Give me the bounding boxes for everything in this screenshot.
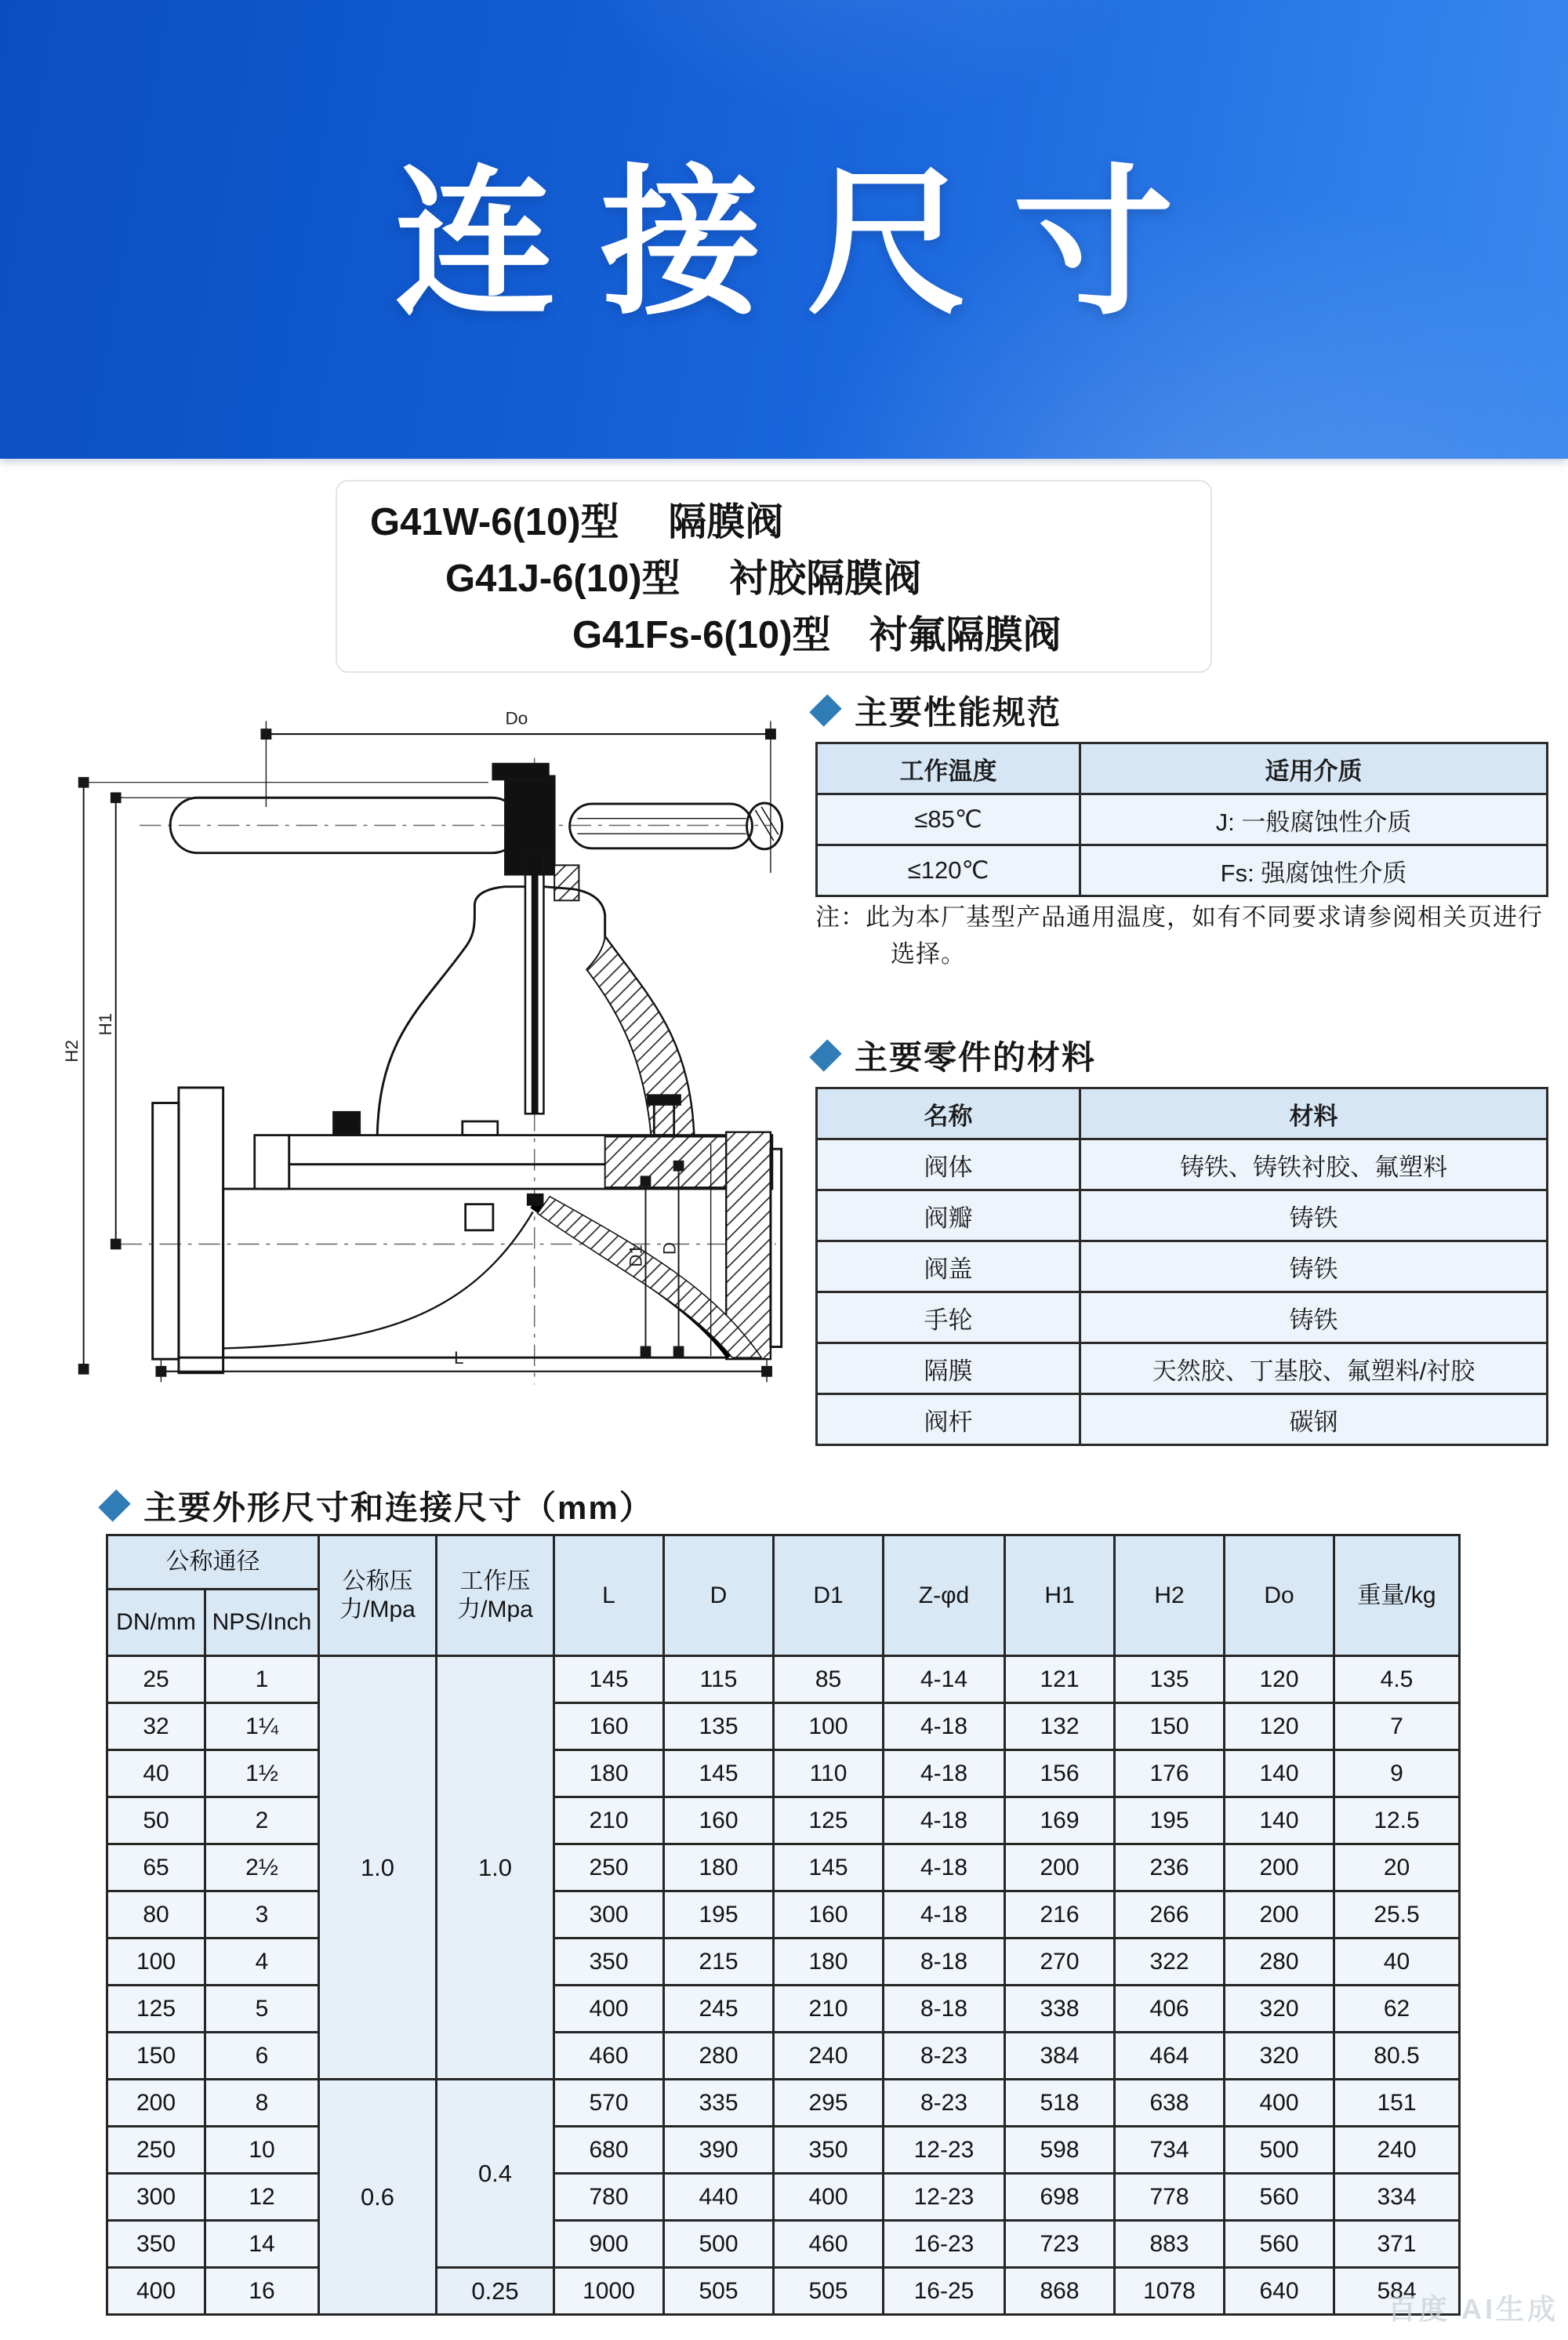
dimension-cell: 80: [107, 1891, 205, 1938]
dimension-cell: 210: [774, 1986, 884, 2033]
dimension-cell: 20: [1334, 1844, 1460, 1891]
dimension-header-cell: Do: [1225, 1535, 1334, 1656]
dimension-header-cell: L: [554, 1535, 664, 1656]
dimension-cell: 200: [1225, 1844, 1334, 1891]
dimension-cell: 14: [205, 2221, 319, 2268]
dimension-row: [107, 2127, 1460, 2174]
dimension-header-cell: Z-φd: [884, 1535, 1005, 1656]
page-title: 连接尺寸: [394, 154, 1219, 333]
dimension-cell: 9: [1334, 1750, 1460, 1797]
dimension-cell: 6: [205, 2033, 319, 2080]
performance-row: [817, 794, 1548, 845]
dimension-cell: 900: [554, 2221, 664, 2268]
dimension-cell: 180: [664, 1844, 774, 1891]
materials-header-cell: 名称: [817, 1088, 1080, 1139]
dimension-cell: 400: [774, 2174, 884, 2221]
dimension-cell: 160: [664, 1797, 774, 1844]
materials-row: [817, 1394, 1548, 1445]
dimension-cell: 334: [1334, 2174, 1460, 2221]
dimension-cell: 115: [664, 1656, 774, 1703]
valve-drawing: [36, 665, 803, 1402]
performance-header-cell: 适用介质: [1080, 743, 1548, 794]
dimension-cell: 2½: [205, 1844, 319, 1891]
dimension-cell: 390: [664, 2127, 774, 2174]
label-h1: H1: [95, 1012, 115, 1036]
dimension-header-cell: 公称通径: [107, 1535, 319, 1590]
materials-header-cell: 材料: [1080, 1088, 1548, 1139]
dimension-cell: 100: [107, 1938, 205, 1986]
dimension-cell: 180: [774, 1938, 884, 1986]
dimension-cell: 16: [205, 2268, 319, 2315]
model-line-2: G41J-6(10)型 衬胶隔膜阀: [445, 558, 922, 600]
dimension-cell: 245: [664, 1986, 774, 2033]
handwheel: [170, 764, 782, 874]
dimension-header-cell: D1: [774, 1535, 884, 1656]
dimension-cell: 150: [1115, 1703, 1225, 1750]
dimension-cell: 883: [1115, 2221, 1225, 2268]
dimension-cell: 518: [1005, 2080, 1115, 2127]
dimension-cell: 598: [1005, 2127, 1115, 2174]
dimension-cell: 560: [1225, 2221, 1334, 2268]
body-top-flange: [255, 1096, 772, 1230]
dimension-cell: 322: [1115, 1938, 1225, 1986]
dimension-cell: 65: [107, 1844, 205, 1891]
dimension-cell: 200: [1225, 1891, 1334, 1938]
dimension-cell: 40: [1334, 1938, 1460, 1986]
performance-table: [815, 742, 1548, 897]
dimension-cell: 132: [1005, 1703, 1115, 1750]
dimensions-heading: 主要外形尺寸和连接尺寸（mm）: [104, 1482, 654, 1529]
materials-row: [817, 1292, 1548, 1343]
dimension-cell: 460: [554, 2033, 664, 2080]
dimension-cell: 371: [1334, 2221, 1460, 2268]
dimension-cell: 584: [1334, 2268, 1460, 2315]
performance-heading: 主要性能规范: [815, 687, 1062, 734]
dimension-cell: 464: [1115, 2033, 1225, 2080]
dimension-row: [107, 1703, 1460, 1750]
dimension-cell: 85: [774, 1656, 884, 1703]
dimension-cell: 210: [554, 1797, 664, 1844]
watermark: 百度 AI生成: [1387, 2293, 1559, 2325]
dimension-cell: 12-23: [884, 2127, 1005, 2174]
dimension-cell: 505: [664, 2268, 774, 2315]
dimension-cell: 266: [1115, 1891, 1225, 1938]
materials-cell: 天然胶、丁基胶、氟塑料/衬胶: [1080, 1343, 1548, 1394]
diamond-icon: [809, 694, 841, 726]
dimension-cell: 140: [1225, 1750, 1334, 1797]
dimension-cell: 1: [205, 1656, 319, 1703]
dimension-cell: 500: [664, 2221, 774, 2268]
model-line-3: G41Fs-6(10)型 衬氟隔膜阀: [572, 614, 1062, 656]
dimension-cell: 320: [1225, 1986, 1334, 2033]
materials-table: [815, 1087, 1548, 1446]
dimension-row: [107, 1656, 1460, 1703]
dimension-cell: 1.0: [437, 1656, 554, 2080]
materials-row: [817, 1190, 1548, 1241]
dimension-cell: 400: [107, 2268, 205, 2315]
dimension-cell: 723: [1005, 2221, 1115, 2268]
dimension-cell: 240: [774, 2033, 884, 2080]
materials-cell: 碳钢: [1080, 1394, 1548, 1445]
dimension-cell: 560: [1225, 2174, 1334, 2221]
dimension-cell: 335: [664, 2080, 774, 2127]
dimension-cell: 12-23: [884, 2174, 1005, 2221]
dimension-row: [107, 1891, 1460, 1938]
dimension-cell: 120: [1225, 1703, 1334, 1750]
dimension-cell: 3: [205, 1891, 319, 1938]
dimension-cell: 400: [1225, 2080, 1334, 2127]
dimension-cell: 1¼: [205, 1703, 319, 1750]
dimension-cell: 4-18: [884, 1703, 1005, 1750]
dimension-cell: 25.5: [1334, 1891, 1460, 1938]
dimension-cell: 215: [664, 1938, 774, 1986]
dimension-table: [106, 1534, 1461, 2316]
dimension-cell: 734: [1115, 2127, 1225, 2174]
dimension-cell: 200: [1005, 1844, 1115, 1891]
dimension-header-cell: NPS/Inch: [205, 1590, 319, 1656]
dimension-row: [107, 2033, 1460, 2080]
diamond-icon: [98, 1489, 130, 1521]
diamond-icon: [809, 1039, 841, 1071]
dimension-cell: 8-23: [884, 2033, 1005, 2080]
dimension-cell: 4.5: [1334, 1656, 1460, 1703]
dimension-cell: 698: [1005, 2174, 1115, 2221]
materials-cell: 铸铁: [1080, 1241, 1548, 1292]
dimension-cell: 505: [774, 2268, 884, 2315]
dimension-cell: 145: [664, 1750, 774, 1797]
label-do: Do: [505, 708, 528, 729]
dimension-cell: 125: [107, 1986, 205, 2033]
model-line-1: G41W-6(10)型 隔膜阀: [370, 501, 784, 543]
performance-cell: ≤120℃: [817, 845, 1080, 896]
materials-cell: 阀体: [817, 1139, 1080, 1190]
dimension-cell: 500: [1225, 2127, 1334, 2174]
label-l: L: [454, 1348, 464, 1368]
materials-cell: 铸铁、铸铁衬胶、氟塑料: [1080, 1139, 1548, 1190]
dimension-cell: 10: [205, 2127, 319, 2174]
dimension-cell: 338: [1005, 1986, 1115, 2033]
materials-cell: 隔膜: [817, 1343, 1080, 1394]
dimension-cell: 110: [774, 1750, 884, 1797]
dimension-cell: 778: [1115, 2174, 1225, 2221]
dimension-cell: 135: [664, 1703, 774, 1750]
dimension-cell: 135: [1115, 1656, 1225, 1703]
dimension-header-cell: 重量/kg: [1334, 1535, 1460, 1656]
dimension-cell: 169: [1005, 1797, 1115, 1844]
dimension-cell: 4-18: [884, 1844, 1005, 1891]
dimension-row: [107, 2268, 1460, 2315]
dimension-cell: 350: [107, 2221, 205, 2268]
dimension-cell: 640: [1225, 2268, 1334, 2315]
performance-note: 注：此为本厂基型产品通用温度，如有不同要求请参阅相关页进行选择。: [815, 903, 1543, 968]
dimension-cell: 8-18: [884, 1986, 1005, 2033]
dimension-row: [107, 2080, 1460, 2127]
label-d: D: [659, 1241, 680, 1255]
dimension-header-cell: D: [664, 1535, 774, 1656]
materials-cell: 阀盖: [817, 1241, 1080, 1292]
dimension-cell: 180: [554, 1750, 664, 1797]
dimension-header-cell: H2: [1115, 1535, 1225, 1656]
performance-header-cell: 工作温度: [817, 743, 1080, 794]
dimension-cell: 25: [107, 1656, 205, 1703]
dimension-cell: 125: [774, 1797, 884, 1844]
dimension-cell: 1½: [205, 1750, 319, 1797]
materials-row: [817, 1241, 1548, 1292]
dimension-cell: 638: [1115, 2080, 1225, 2127]
model-title-block: [336, 480, 1212, 673]
dimension-cell: 1000: [554, 2268, 664, 2315]
dimension-cell: 40: [107, 1750, 205, 1797]
dimension-cell: 195: [664, 1891, 774, 1938]
dimension-cell: 1078: [1115, 2268, 1225, 2315]
dimension-cell: 350: [774, 2127, 884, 2174]
dimension-row: [107, 1844, 1460, 1891]
header-banner: [0, 0, 1568, 459]
dimension-cell: 680: [554, 2127, 664, 2174]
dimension-cell: 140: [1225, 1797, 1334, 1844]
dimension-cell: 236: [1115, 1844, 1225, 1891]
dimension-cell: 868: [1005, 2268, 1115, 2315]
dimension-cell: 0.6: [319, 2080, 437, 2315]
materials-cell: 阀杆: [817, 1394, 1080, 1445]
dimension-cell: 4-18: [884, 1750, 1005, 1797]
dimension-cell: 32: [107, 1703, 205, 1750]
dimension-cell: 145: [774, 1844, 884, 1891]
materials-cell: 阀瓣: [817, 1190, 1080, 1241]
dimension-cell: 12: [205, 2174, 319, 2221]
dimension-cell: 2: [205, 1797, 319, 1844]
dimension-cell: 121: [1005, 1656, 1115, 1703]
dimension-cell: 62: [1334, 1986, 1460, 2033]
dimension-cell: 0.25: [437, 2268, 554, 2315]
materials-cell: 手轮: [817, 1292, 1080, 1343]
dimension-cell: 4-14: [884, 1656, 1005, 1703]
dimension-cell: 8-18: [884, 1938, 1005, 1986]
dimension-row: [107, 1797, 1460, 1844]
dimension-cell: 150: [107, 2033, 205, 2080]
dimension-cell: 160: [774, 1891, 884, 1938]
label-h2: H2: [61, 1039, 82, 1063]
dimension-cell: 200: [107, 2080, 205, 2127]
dimension-cell: 176: [1115, 1750, 1225, 1797]
dimension-cell: 216: [1005, 1891, 1115, 1938]
performance-cell: ≤85℃: [817, 794, 1080, 845]
dimension-cell: 4-18: [884, 1891, 1005, 1938]
dimension-cell: 440: [664, 2174, 774, 2221]
dimension-cell: 350: [554, 1938, 664, 1986]
dimension-cell: 460: [774, 2221, 884, 2268]
dimension-cell: 4: [205, 1938, 319, 1986]
dimension-cell: 50: [107, 1797, 205, 1844]
dimension-cell: 250: [554, 1844, 664, 1891]
dimension-cell: 16-25: [884, 2268, 1005, 2315]
dimension-cell: 0.4: [437, 2080, 554, 2268]
dimension-cell: 780: [554, 2174, 664, 2221]
dimension-cell: 7: [1334, 1703, 1460, 1750]
performance-cell: Fs: 强腐蚀性介质: [1080, 845, 1548, 896]
dimension-header-cell: H1: [1005, 1535, 1115, 1656]
dimension-cell: 295: [774, 2080, 884, 2127]
valve-drawing-svg: [36, 665, 803, 1402]
dimension-header-cell: DN/mm: [107, 1590, 205, 1656]
dimension-cell: 1.0: [319, 1656, 437, 2080]
dimension-cell: 320: [1225, 2033, 1334, 2080]
dimension-cell: 145: [554, 1656, 664, 1703]
dimension-cell: 570: [554, 2080, 664, 2127]
valve-stem: [525, 853, 579, 1114]
dimension-header-cell: 工作压力/Mpa: [437, 1535, 554, 1656]
performance-row: [817, 845, 1548, 896]
dimension-cell: 280: [1225, 1938, 1334, 1986]
label-d1: D1: [626, 1244, 646, 1267]
dimension-row: [107, 2221, 1460, 2268]
dimension-cell: 280: [664, 2033, 774, 2080]
dimension-cell: 151: [1334, 2080, 1460, 2127]
performance-cell: J: 一般腐蚀性介质: [1080, 794, 1548, 845]
dimension-h: [62, 778, 488, 1374]
dimension-row: [107, 1938, 1460, 1986]
dimension-row: [107, 1750, 1460, 1797]
materials-heading: 主要零件的材料: [815, 1032, 1096, 1079]
dimension-cell: 12.5: [1334, 1797, 1460, 1844]
dimension-cell: 270: [1005, 1938, 1115, 1986]
materials-row: [817, 1343, 1548, 1394]
materials-cell: 铸铁: [1080, 1190, 1548, 1241]
dimension-cell: 8-23: [884, 2080, 1005, 2127]
dimension-cell: 160: [554, 1703, 664, 1750]
dimension-cell: 384: [1005, 2033, 1115, 2080]
dimension-cell: 100: [774, 1703, 884, 1750]
dimension-cell: 240: [1334, 2127, 1460, 2174]
dimension-cell: 120: [1225, 1656, 1334, 1703]
dimension-cell: 300: [554, 1891, 664, 1938]
dimension-cell: 406: [1115, 1986, 1225, 2033]
dimension-row: [107, 2174, 1460, 2221]
dimension-cell: 250: [107, 2127, 205, 2174]
dimension-cell: 156: [1005, 1750, 1115, 1797]
dimension-cell: 80.5: [1334, 2033, 1460, 2080]
materials-row: [817, 1139, 1548, 1190]
dimension-cell: 400: [554, 1986, 664, 2033]
dimension-header-cell: 公称压力/Mpa: [319, 1535, 437, 1656]
materials-cell: 铸铁: [1080, 1292, 1548, 1343]
dimension-cell: 195: [1115, 1797, 1225, 1844]
dimension-row: [107, 1986, 1460, 2033]
dimension-cell: 16-23: [884, 2221, 1005, 2268]
dimension-cell: 4-18: [884, 1797, 1005, 1844]
dimension-cell: 8: [205, 2080, 319, 2127]
dimension-cell: 5: [205, 1986, 319, 2033]
dimension-cell: 300: [107, 2174, 205, 2221]
